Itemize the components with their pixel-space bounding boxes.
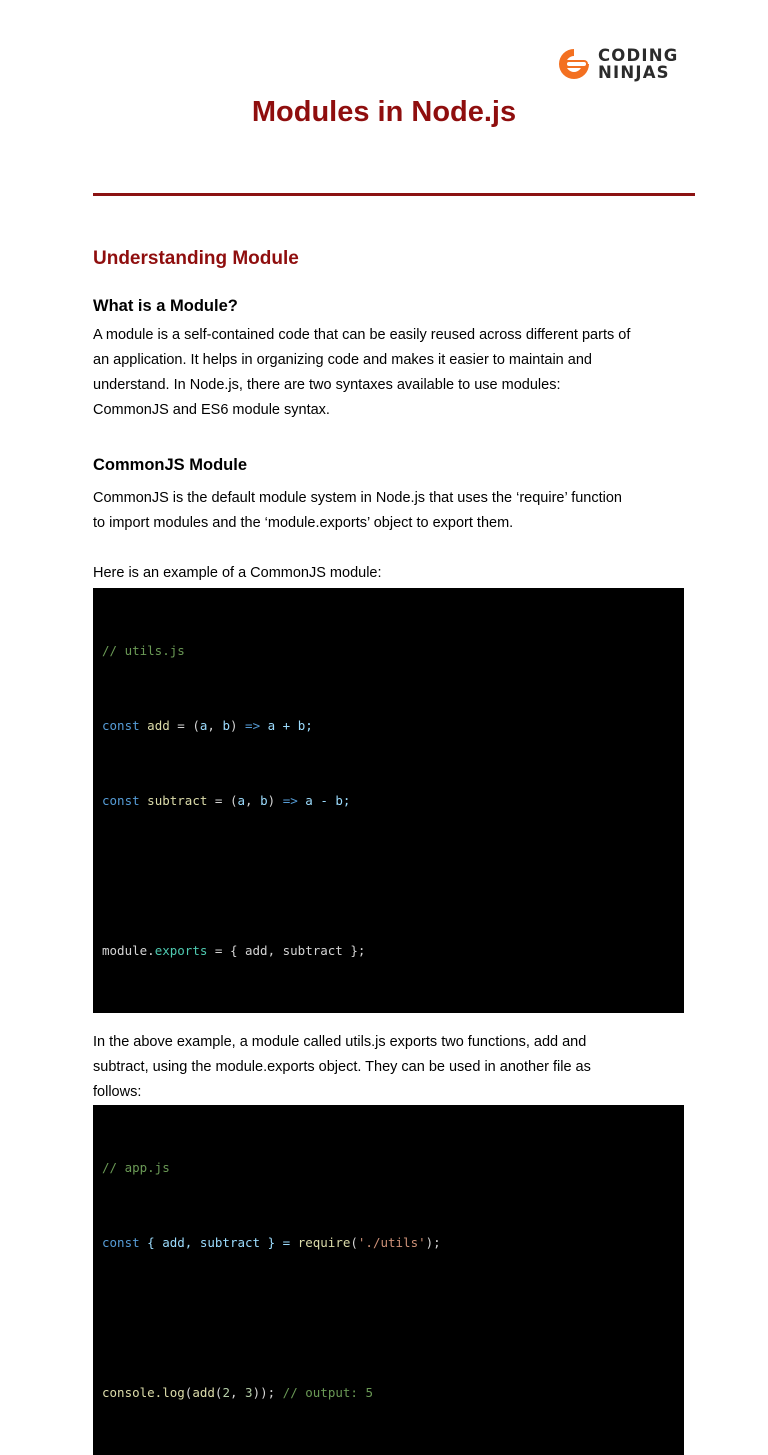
coding-ninjas-logo (556, 44, 679, 84)
code-function-call: add (192, 1385, 215, 1400)
code-punct: = ( (207, 793, 238, 808)
code-param: a (199, 718, 208, 733)
code-param: b (222, 718, 230, 733)
code-punct: ) (267, 793, 283, 808)
commonjs-paragraph (93, 486, 693, 536)
code-function-name: add (147, 718, 170, 733)
code-comment: // utils.js (102, 643, 185, 658)
code-punct: = ( (169, 718, 200, 733)
code-function-call: require (297, 1235, 351, 1250)
code-line (102, 638, 684, 663)
logo-wordmark (598, 47, 679, 81)
paragraph-line: In the above example, a module called utils.js exports two functions, add and (93, 1034, 587, 1050)
code-comment: // output: 5 (282, 1385, 373, 1400)
code-function-name: subtract (147, 793, 208, 808)
section-heading: Understanding Module (93, 248, 299, 269)
title-divider (93, 193, 695, 196)
paragraph-line: CommonJS and ES6 module syntax. (93, 402, 330, 418)
code-punct: , (229, 1385, 246, 1400)
code-punct: ( (214, 1385, 223, 1400)
code-param: b (260, 793, 268, 808)
code-punct: ( (350, 1235, 358, 1250)
page-title: Modules in Node.js (251, 96, 517, 128)
code-param: a (237, 793, 246, 808)
code-destructure: { add, subtract } = (139, 1235, 298, 1250)
after-example-paragraph (93, 1030, 693, 1105)
commonjs-heading: CommonJS Module (93, 456, 248, 474)
code-expression: = { add, subtract }; (207, 943, 366, 958)
paragraph-line: A module is a self-contained code that can be easily reused across different parts of (93, 327, 631, 343)
code-block-app (93, 1105, 684, 1455)
code-punct: , (245, 793, 261, 808)
code-punct: ) (229, 718, 246, 733)
paragraph-line: to import modules and the ‘module.exports’ object to export them. (93, 515, 514, 531)
code-comment: // app.js (102, 1160, 170, 1175)
logo-line1: CODING (598, 46, 679, 65)
paragraph-line: follows: (93, 1084, 142, 1100)
code-function-call: console.log (102, 1385, 185, 1400)
code-string: './utils' (357, 1235, 426, 1250)
code-line-blank (102, 863, 684, 888)
code-number: 3 (245, 1385, 253, 1400)
code-keyword: const (102, 718, 140, 733)
code-punct: ); (425, 1235, 441, 1250)
code-property: exports (154, 943, 208, 958)
code-line (102, 938, 684, 963)
code-object: module (102, 943, 148, 958)
code-keyword: const (102, 1235, 140, 1250)
code-expression: a - b; (297, 793, 351, 808)
paragraph-line: CommonJS is the default module system in Node.js that uses the ‘require’ function (93, 490, 622, 506)
code-line (102, 788, 684, 813)
paragraph-line: an application. It helps in organizing code and makes it easier to maintain and (93, 352, 592, 368)
code-line (102, 1380, 684, 1405)
code-punct: . (147, 943, 155, 958)
code-arrow: => (282, 793, 298, 808)
code-arrow: => (245, 718, 261, 733)
code-punct: , (207, 718, 223, 733)
code-line (102, 1155, 684, 1180)
code-keyword: const (102, 793, 140, 808)
coding-ninjas-logo-icon (556, 46, 592, 82)
code-number: 2 (222, 1385, 230, 1400)
code-punct: ( (184, 1385, 193, 1400)
code-expression: a + b; (260, 718, 313, 733)
code-line (102, 713, 684, 738)
code-block-utils (93, 588, 684, 1013)
code-line-blank (102, 1305, 684, 1330)
paragraph-line: understand. In Node.js, there are two syntaxes available to use modules: (93, 377, 561, 393)
what-heading: What is a Module? (93, 297, 238, 315)
example-intro: Here is an example of a CommonJS module: (93, 565, 382, 581)
what-paragraph (93, 323, 693, 423)
logo-line2: NINJAS (598, 63, 670, 82)
code-punct: )); (252, 1385, 283, 1400)
document-body (93, 246, 693, 1455)
paragraph-line: subtract, using the module.exports object. They can be used in another file as (93, 1059, 591, 1075)
code-line (102, 1230, 684, 1255)
